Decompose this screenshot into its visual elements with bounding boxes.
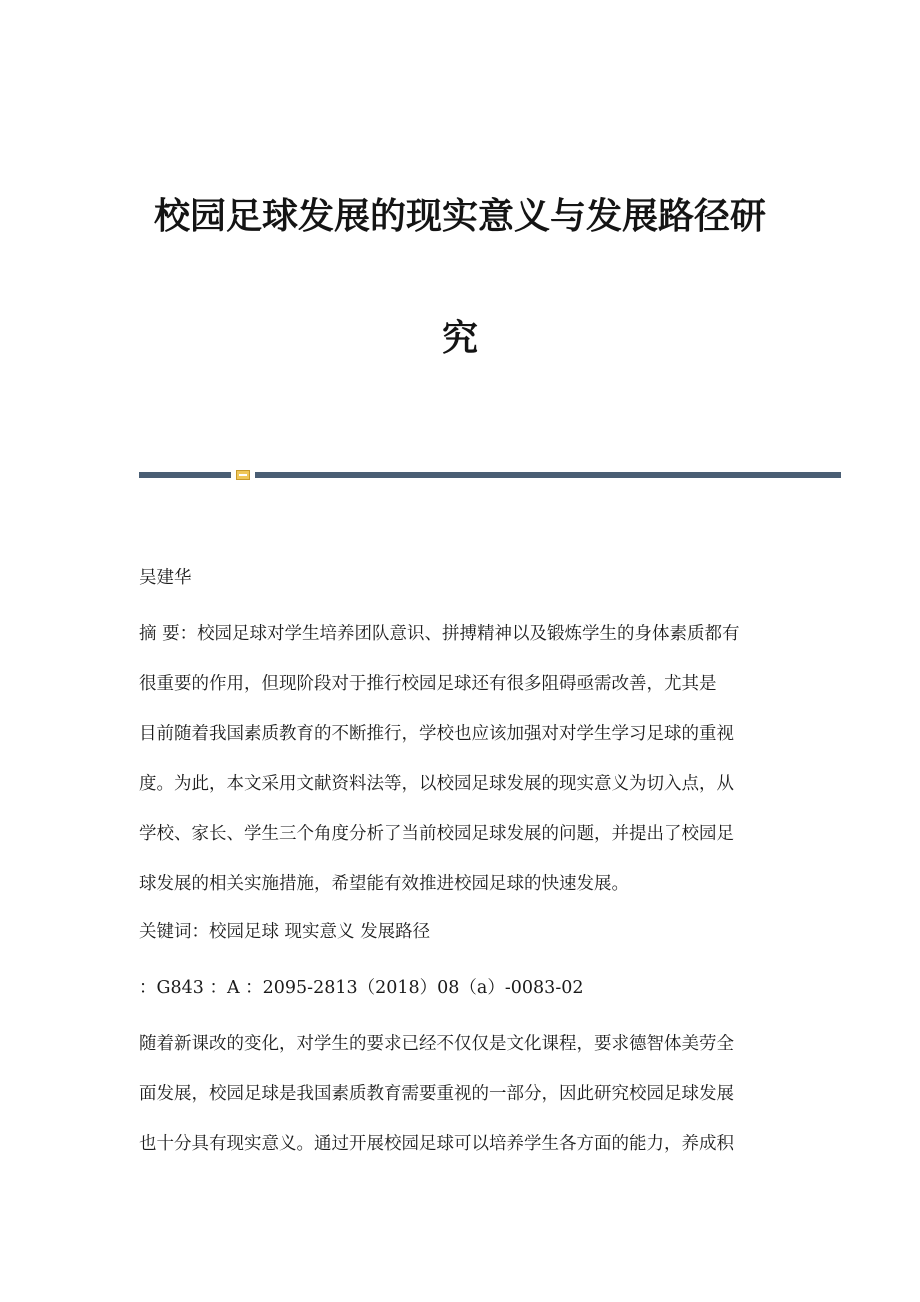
body-line: 也十分具有现实意义。通过开展校园足球可以培养学生各方面的能力，养成积 (139, 1134, 734, 1154)
abstract-line: 很重要的作用，但现阶段对于推行校园足球还有很多阻碍亟需改善，尤其是 (139, 674, 717, 694)
abstract-line: 度。为此，本文采用文献资料法等，以校园足球发展的现实意义为切入点，从 (139, 774, 734, 794)
keywords: 关键词：校园足球 现实意义 发展路径 (139, 922, 431, 942)
divider-bar-left (139, 472, 231, 478)
abstract-line: 球发展的相关实施措施，希望能有效推进校园足球的快速发展。 (139, 874, 629, 894)
body-line: 随着新课改的变化，对学生的要求已经不仅仅是文化课程，要求德智体美劳全 (139, 1034, 734, 1054)
abstract-line: 摘 要：校园足球对学生培养团队意识、拼搏精神以及锻炼学生的身体素质都有 (139, 624, 740, 644)
divider-ornament-icon (236, 470, 250, 480)
author-name: 吴建华 (139, 568, 192, 588)
classification-code: ：G843 ：A ：2095-2813（2018）08（a）-0083-02 (139, 978, 584, 998)
paper-title-line-2: 究 (441, 318, 478, 359)
abstract-line: 目前随着我国素质教育的不断推行，学校也应该加强对对学生学习足球的重视 (139, 724, 734, 744)
title-divider (139, 470, 841, 480)
paper-title-line-1: 校园足球发展的现实意义与发展路径研 (153, 196, 766, 237)
divider-bar-right (255, 472, 841, 478)
abstract-line: 学校、家长、学生三个角度分析了当前校园足球发展的问题，并提出了校园足 (139, 824, 734, 844)
body-line: 面发展，校园足球是我国素质教育需要重视的一部分，因此研究校园足球发展 (139, 1084, 734, 1104)
